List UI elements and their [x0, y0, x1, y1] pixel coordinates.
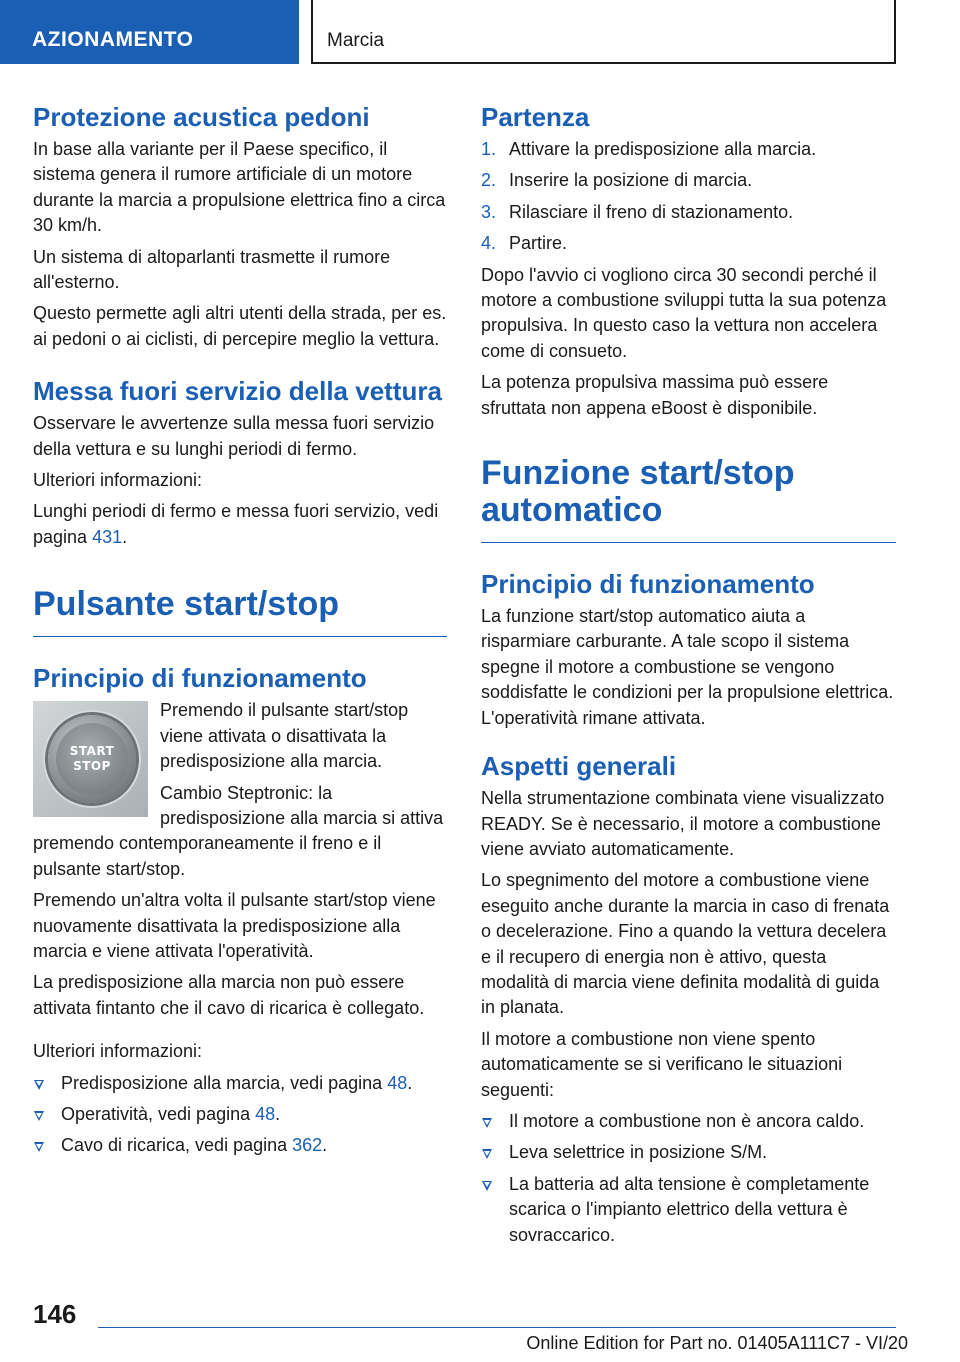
aspetti-conditions-list — [481, 1109, 896, 1248]
partenza-paragraph-1: Dopo l'avvio ci vogliono circa 30 secondi perché il motore a combustione sviluppi tutta la sua potenza propulsiva. In questo caso la vettura non accelera come di consueto. — [481, 264, 887, 361]
list-item: La batteria ad alta tensione è completamente scarica o l'impianto elettrico della vettura è sovraccarico. — [481, 1172, 896, 1248]
heading-principio-pulsante: Principio di funzionamento — [33, 663, 367, 694]
heading-rule — [33, 636, 447, 637]
footer-edition: Online Edition for Part no. 01405A111C7 - VI/20 — [526, 1333, 908, 1353]
triangle-bullet-icon — [34, 1111, 44, 1121]
messa-fuori-paragraph-2: Ulteriori informazioni: — [33, 470, 203, 491]
footer-rule — [98, 1327, 896, 1328]
aspetti-paragraph-2: Lo spegnimento del motore a combustione viene eseguito anche durante la marcia in caso di frenata o decelerazione. Fino a quando la vettura decelera e il recupero di energia non è attivo, questa modalità di marcia viene definita modalità di guida in planata. — [481, 870, 890, 1018]
page-link-431[interactable]: 431 — [92, 526, 123, 547]
triangle-bullet-icon — [34, 1142, 44, 1152]
heading-pulsante-start-stop: Pulsante start/stop — [33, 585, 340, 624]
heading-rule — [481, 542, 896, 543]
triangle-bullet-icon — [482, 1118, 492, 1128]
partenza-paragraph-2: La potenza propulsiva massima può essere sfruttata non appena eBoost è disponibile. — [481, 372, 829, 418]
start-stop-knob-icon: START STOP — [48, 715, 136, 803]
protezione-paragraph-1: In base alla variante per il Paese specifico, il sistema genera il rumore artificiale di un motore durante la marcia a propulsione elettrica fino a circa 30 km/h. — [33, 139, 446, 236]
pulsante-more-info: Ulteriori informazioni: — [33, 1041, 203, 1062]
aspetti-paragraph-3: Il motore a combustione non viene spento automaticamente se si verificano le situazioni seguenti: — [481, 1028, 843, 1100]
heading-protezione-acustica: Protezione acustica pedoni — [33, 102, 370, 132]
heading-messa-fuori-servizio: Messa fuori servizio della vettura — [33, 376, 442, 407]
pulsante-paragraph-3: Premendo un'altra volta il pulsante start/stop viene nuovamente disattivata la predisposizione alla marcia e viene attivata l'operatività. — [33, 890, 436, 961]
page-link-48[interactable]: 48 — [255, 1103, 276, 1124]
list-item: 1. Attivare la predisposizione alla marcia. — [481, 139, 817, 159]
heading-aspetti-generali: Aspetti generali — [481, 751, 677, 782]
left-column — [33, 100, 447, 1165]
partenza-steps — [481, 137, 896, 257]
right-column — [481, 100, 896, 1254]
heading-start-stop-automatico: Funzione start/stop automatico — [481, 454, 795, 530]
start-stop-button-image — [33, 701, 148, 817]
list-item: Il motore a combustione non è ancora caldo. — [481, 1109, 896, 1134]
section-title: AZIONAMENTO — [32, 28, 194, 51]
page-number: 146 — [33, 1299, 77, 1329]
list-item: Operatività, vedi pagina 48. — [33, 1102, 447, 1127]
list-item: 2. Inserire la posizione di marcia. — [481, 170, 753, 191]
page-link-48[interactable]: 48 — [387, 1072, 408, 1093]
list-item: Predisposizione alla marcia, vedi pagina 48. — [33, 1071, 447, 1096]
messa-fuori-paragraph-1: Osservare le avvertenze sulla messa fuori servizio della vettura e su lunghi periodi di fermo. — [33, 413, 435, 459]
aspetti-paragraph-1: Nella strumentazione combinata viene visualizzato READY. Se è necessario, il motore a combustione viene avviato automaticamente. — [481, 788, 885, 859]
pulsante-paragraph-2: Cambio Steptronic: la predisposizione alla marcia si attiva premendo contemporaneamente il freno e il pulsante start/stop. — [33, 782, 444, 879]
page-link-362[interactable]: 362 — [292, 1135, 323, 1156]
principio-paragraph-1: La funzione start/stop automatico aiuta a risparmiare carburante. A tale scopo il sistema spegne il motore a combustione se vengono soddisfatte le condizioni per la propulsione elettrica. L'operatività rimane attivata. — [481, 606, 894, 728]
triangle-bullet-icon — [482, 1181, 492, 1191]
protezione-paragraph-3: Questo permette agli altri utenti della strada, per es. ai pedoni o ai ciclisti, di percepire meglio la vettura. — [33, 303, 447, 349]
list-item: 3. Rilasciare il freno di stazionamento. — [481, 201, 794, 222]
pulsante-paragraph-1: Premendo il pulsante start/stop viene attivata o disattivata la predisposizione alla marcia. — [160, 700, 409, 772]
messa-fuori-paragraph-3: Lunghi periodi di fermo e messa fuori servizio, vedi pagina 431. — [33, 501, 439, 547]
protezione-paragraph-2: Un sistema di altoparlanti trasmette il rumore all'esterno. — [33, 246, 391, 293]
heading-principio-funzionamento: Principio di funzionamento — [481, 569, 815, 600]
header-chapter-box — [311, 0, 896, 64]
triangle-bullet-icon — [34, 1080, 44, 1090]
chapter-title: Marcia — [327, 30, 385, 51]
header-section-tab — [0, 0, 299, 64]
list-item: Leva selettrice in posizione S/M. — [481, 1140, 896, 1165]
triangle-bullet-icon — [482, 1149, 492, 1159]
list-item: Cavo di ricarica, vedi pagina 362. — [33, 1133, 447, 1158]
pulsante-paragraph-4: La predisposizione alla marcia non può essere attivata fintanto che il cavo di ricarica è collegato. — [33, 972, 425, 1018]
heading-partenza: Partenza — [481, 102, 590, 132]
list-item: 4. Partire. — [481, 233, 568, 254]
pulsante-refs-list — [33, 1071, 447, 1159]
